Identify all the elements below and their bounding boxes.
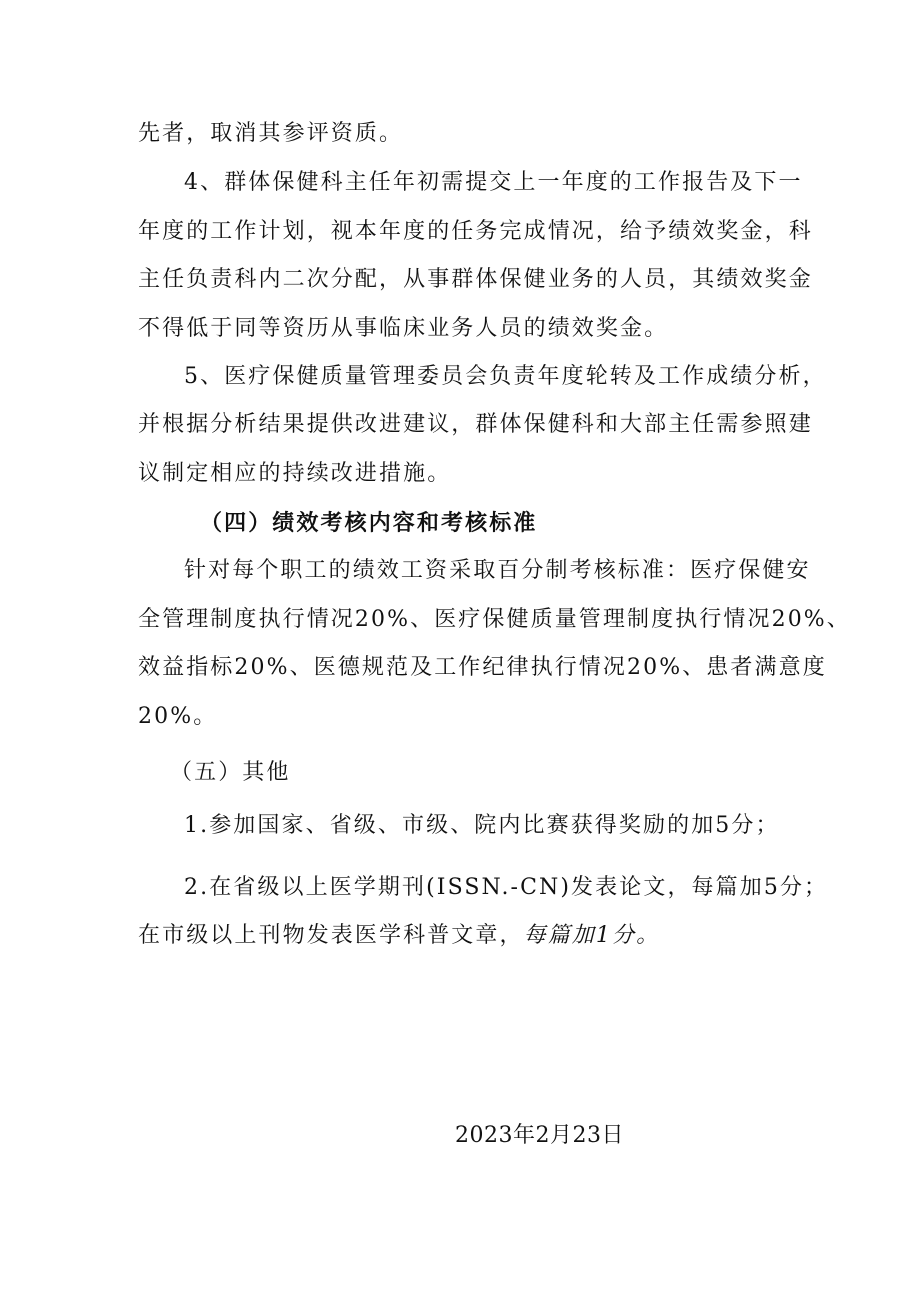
- document-date: 2023年2月23日: [455, 1123, 624, 1148]
- continuation-text: 在市级以上刊物发表医学科普文章，: [138, 923, 524, 948]
- paragraph-line: 议制定相应的持续改进措施。: [138, 461, 452, 486]
- paragraph-line: 先者，取消其参评资质。: [138, 121, 404, 146]
- paragraph-line: 5、医疗保健质量管理委员会负责年度轮转及工作成绩分析，: [184, 364, 827, 389]
- paragraph-line: 针对每个职工的绩效工资采取百分制考核标准：医疗保健安: [184, 558, 811, 583]
- list-item: 1.参加国家、省级、市级、院内比赛获得奖励的加5分；: [184, 813, 780, 838]
- section-heading: （五）其他: [170, 760, 291, 785]
- list-item: 2.在省级以上医学期刊(ISSN.-CN)发表论文，每篇加5分；: [184, 875, 829, 900]
- paragraph-line: 并根据分析结果提供改进建议，群体保健科和大部主任需参照建: [138, 412, 813, 437]
- paragraph-line: 不得低于同等资历从事临床业务人员的绩效奖金。: [138, 316, 669, 341]
- paragraph-line: 效益指标20%、医德规范及工作纪律执行情况20%、患者满意度: [138, 655, 827, 680]
- list-item-continuation: [138, 920, 660, 952]
- paragraph-line: 4、群体保健科主任年初需提交上一年度的工作报告及下一: [184, 170, 803, 195]
- continuation-italic-text: 每篇加1分。: [523, 923, 661, 948]
- paragraph-line: 20%。: [138, 704, 218, 729]
- section-heading: （四）绩效考核内容和考核标准: [200, 510, 538, 536]
- paragraph-line: 年度的工作计划，视本年度的任务完成情况，给予绩效奖金，科: [138, 219, 813, 244]
- paragraph-line: 主任负责科内二次分配，从事群体保健业务的人员，其绩效奖金: [138, 267, 813, 292]
- paragraph-line: 全管理制度执行情况20%、医疗保健质量管理制度执行情况20%、: [138, 607, 851, 632]
